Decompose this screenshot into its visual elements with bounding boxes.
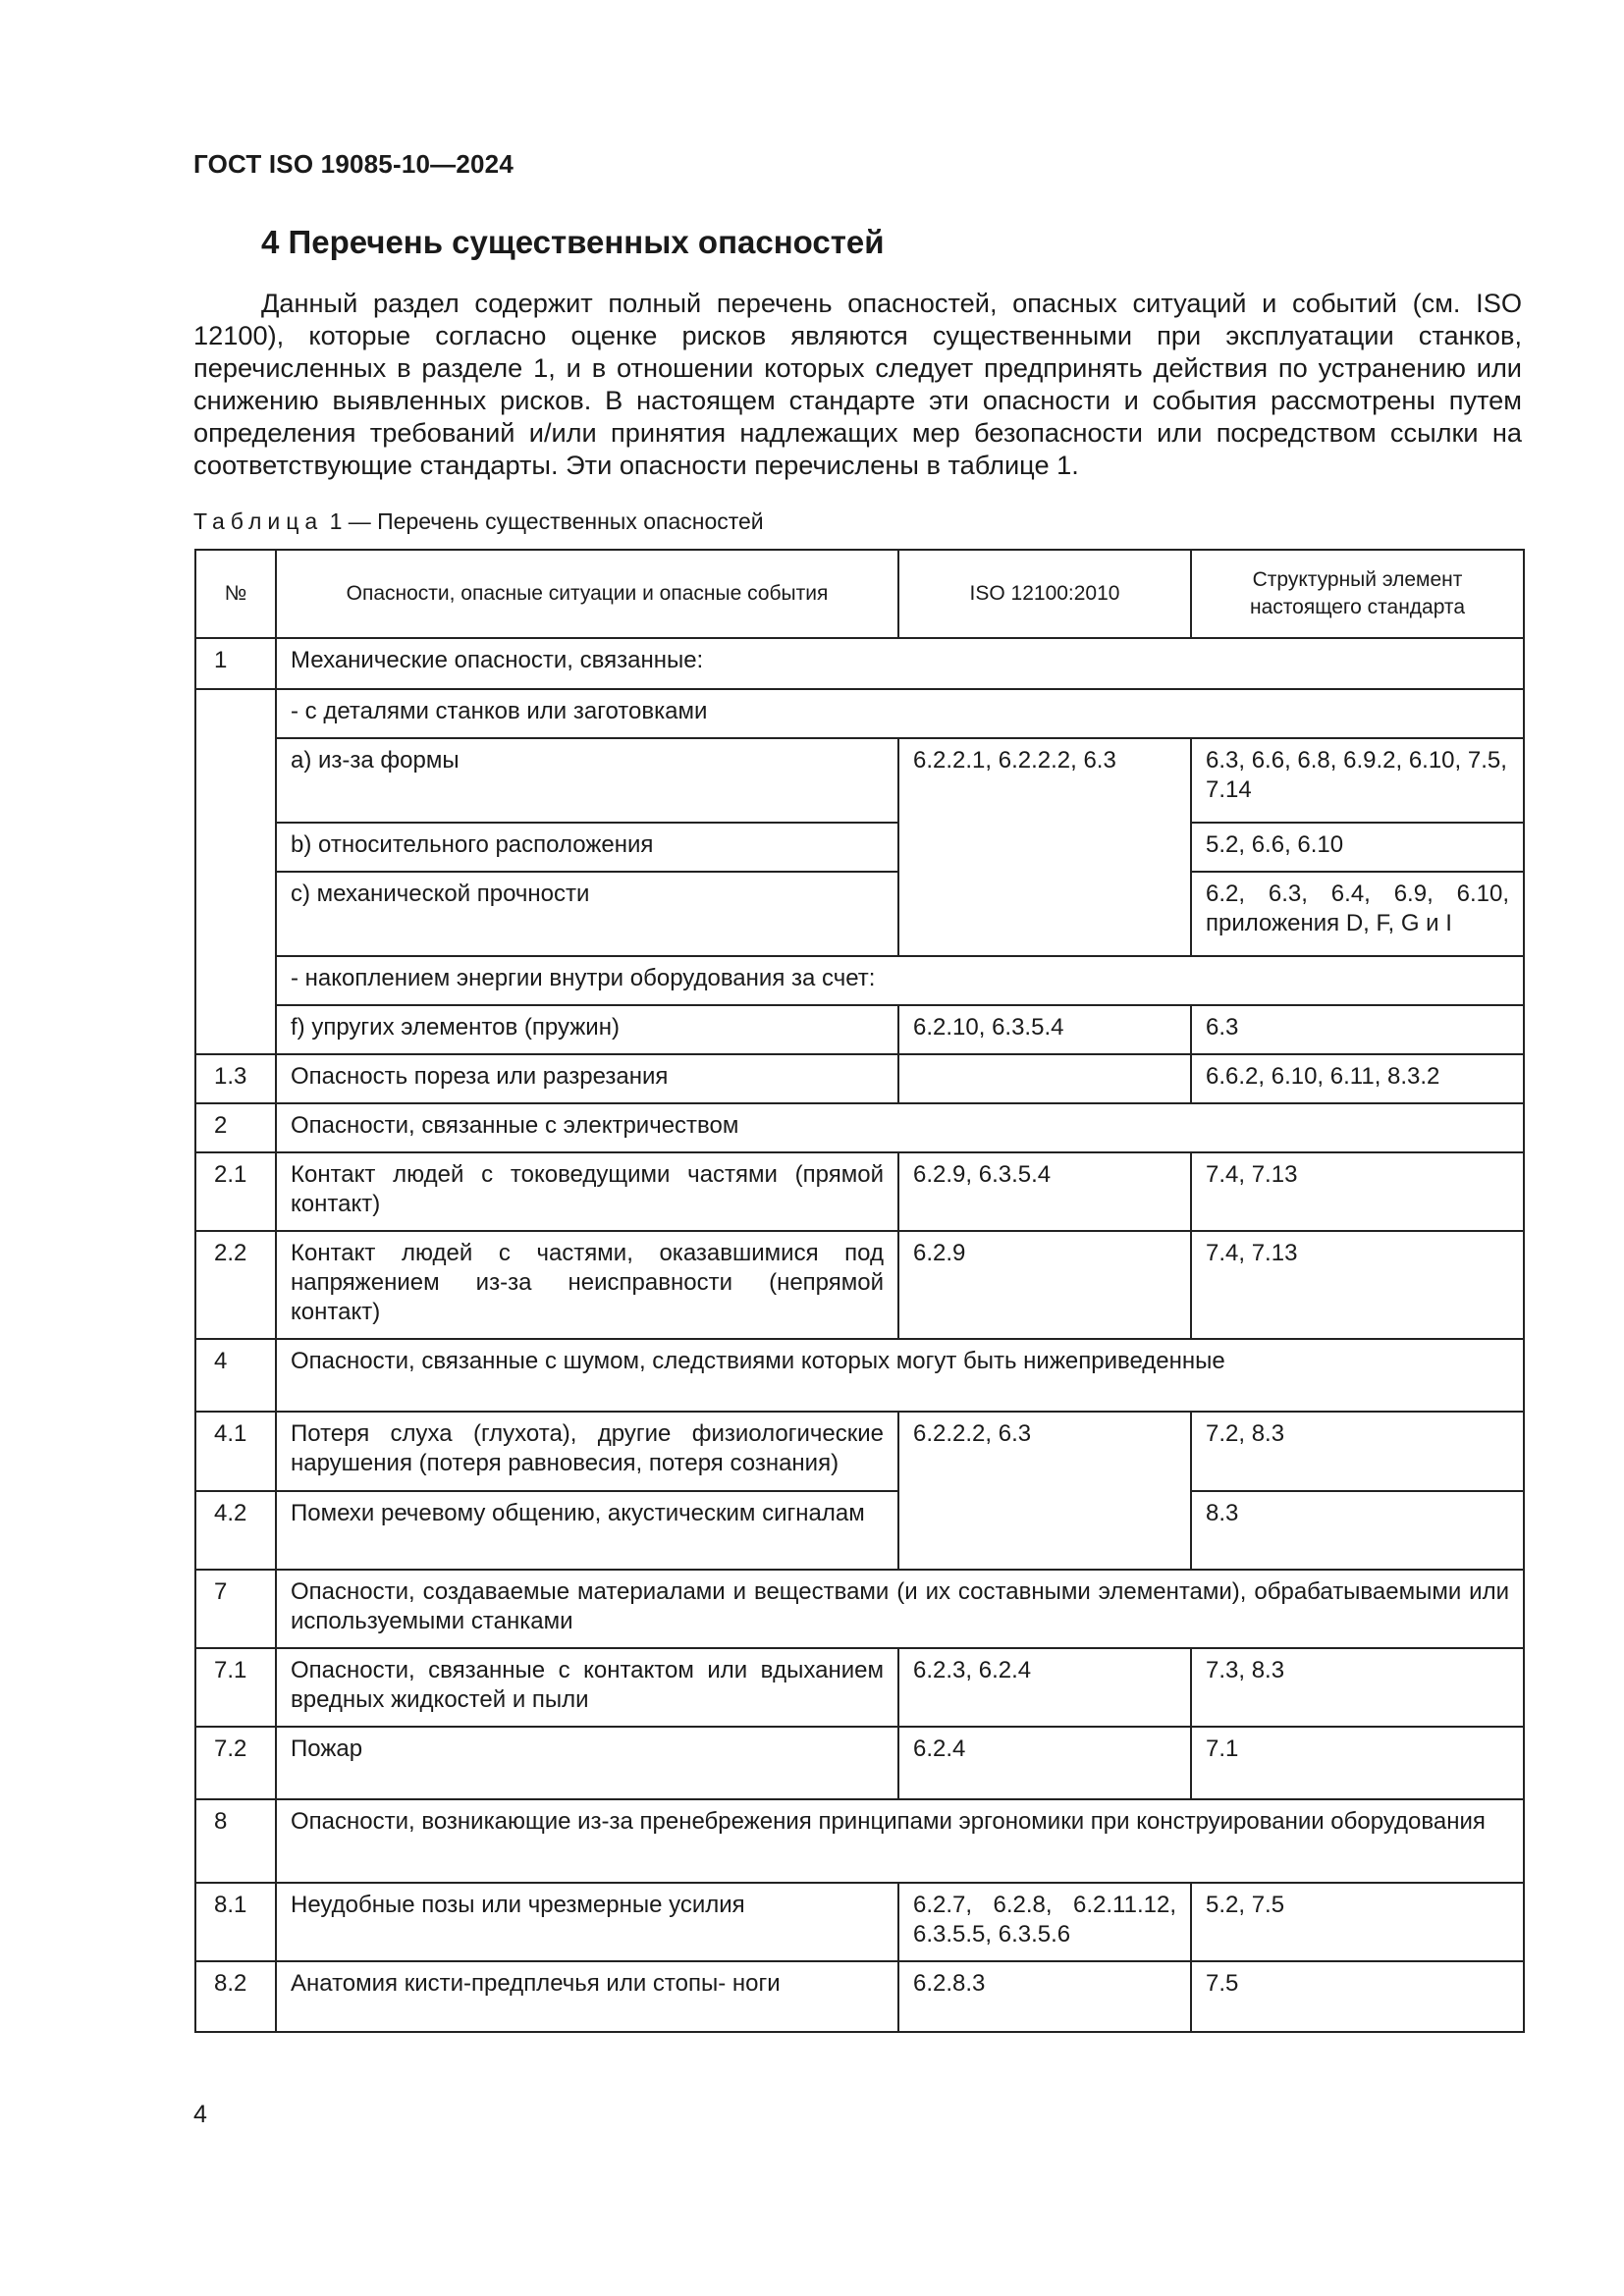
row-num: 2.2 <box>195 1231 276 1339</box>
row-iso: 6.2.4 <box>898 1727 1191 1799</box>
row-clause: 7.2, 8.3 <box>1191 1412 1524 1491</box>
row-hazard: Контакт людей с токоведущими частями (прямой контакт) <box>276 1152 898 1231</box>
row-num: 7 <box>195 1570 276 1648</box>
header-clause: Структурный элемент настоящего стандарта <box>1191 550 1524 638</box>
table-row <box>195 1491 1524 1570</box>
table-row <box>195 738 1524 823</box>
row-num: 2 <box>195 1103 276 1152</box>
header-hazard: Опасности, опасные ситуации и опасные события <box>276 550 898 638</box>
row-iso: 6.2.3, 6.2.4 <box>898 1648 1191 1727</box>
table-row <box>195 1727 1524 1799</box>
table-row <box>195 638 1524 689</box>
row-clause: 8.3 <box>1191 1491 1524 1570</box>
row-iso: 6.2.7, 6.2.8, 6.2.11.12, 6.3.5.5, 6.3.5.6 <box>898 1883 1191 1961</box>
row-hazard: Опасность пореза или разрезания <box>276 1054 898 1103</box>
row-num: 8 <box>195 1799 276 1883</box>
table-row <box>195 1054 1524 1103</box>
row-num: 1 <box>195 638 276 689</box>
header-iso: ISO 12100:2010 <box>898 550 1191 638</box>
page-number: 4 <box>193 2101 207 2128</box>
row-num: 2.1 <box>195 1152 276 1231</box>
row-clause: 6.3 <box>1191 1005 1524 1054</box>
table-row <box>195 1231 1524 1339</box>
row-num: 4 <box>195 1339 276 1412</box>
row-hazard: Опасности, связанные с электричеством <box>276 1103 1524 1152</box>
row-hazard: Пожар <box>276 1727 898 1799</box>
row-num: 8.2 <box>195 1961 276 2032</box>
table-row <box>195 1961 1524 2032</box>
table-header-row <box>195 550 1524 638</box>
row-num: 7.2 <box>195 1727 276 1799</box>
row-hazard: Неудобные позы или чрезмерные усилия <box>276 1883 898 1961</box>
row-hazard: c) механической прочности <box>276 872 898 956</box>
table-row <box>195 1648 1524 1727</box>
row-iso: 6.2.8.3 <box>898 1961 1191 2032</box>
section-title: 4 Перечень существенных опасностей <box>261 224 885 260</box>
table-row <box>195 1799 1524 1883</box>
row-hazard: Помехи речевому общению, акустическим сигналам <box>276 1491 898 1570</box>
row-hazard: Опасности, возникающие из-за пренебрежения принципами эргономики при конструировании оборудования <box>276 1799 1524 1883</box>
row-hazard: a) из-за формы <box>276 738 898 823</box>
table-row <box>195 1103 1524 1152</box>
table-row <box>195 1152 1524 1231</box>
row-clause: 7.4, 7.13 <box>1191 1231 1524 1339</box>
row-hazard: - накоплением энергии внутри оборудования за счет: <box>276 956 1524 1005</box>
table-row <box>195 823 1524 872</box>
section-intro: Данный раздел содержит полный перечень опасностей, опасных ситуаций и событий (см. ISO 12100), которые согласно оценке рисков являются существенными при эксплуатации станков, перечисленных в разделе 1, и в отношении которых следует предпринять действия по устранению или снижению выявленных рисков. В настоящем стандарте эти опасности и события рассмотрены путем определения требований и/или принятия надлежащих мер безопасности или посредством ссылки на соответствующие стандарты. Эти опасности перечислены в таблице 1. <box>193 288 1522 480</box>
row-clause: 7.3, 8.3 <box>1191 1648 1524 1727</box>
document-header: ГОСТ ISO 19085-10—2024 <box>193 149 514 179</box>
table-row <box>195 1339 1524 1412</box>
row-num: 4.1 <box>195 1412 276 1491</box>
row-clause: 6.2, 6.3, 6.4, 6.9, 6.10, приложения D, F, G и I <box>1191 872 1524 956</box>
row-clause: 7.5 <box>1191 1961 1524 2032</box>
row-num: 1.3 <box>195 1054 276 1103</box>
table-row <box>195 872 1524 956</box>
row-num-empty <box>195 689 276 1054</box>
header-num: № <box>195 550 276 638</box>
row-clause: 6.6.2, 6.10, 6.11, 8.3.2 <box>1191 1054 1524 1103</box>
table-row <box>195 1570 1524 1648</box>
row-hazard: - с деталями станков или заготовками <box>276 689 1524 738</box>
row-hazard: Опасности, связанные с шумом, следствиями которых могут быть нижеприведенные <box>276 1339 1524 1412</box>
row-hazard: Опасности, создаваемые материалами и веществами (и их составными элементами), обрабатываемыми или используемыми станками <box>276 1570 1524 1648</box>
row-iso: 6.2.10, 6.3.5.4 <box>898 1005 1191 1054</box>
row-iso: 6.2.9 <box>898 1231 1191 1339</box>
row-iso: 6.2.2.2, 6.3 <box>898 1412 1191 1570</box>
table-caption-label: Таблица <box>193 508 324 534</box>
row-hazard: Опасности, связанные с контактом или вдыханием вредных жидкостей и пыли <box>276 1648 898 1727</box>
row-hazard: Контакт людей с частями, оказавшимися под напряжением из-за неисправности (непрямой контакт) <box>276 1231 898 1339</box>
row-iso <box>898 1054 1191 1103</box>
row-iso: 6.2.9, 6.3.5.4 <box>898 1152 1191 1231</box>
row-clause: 6.3, 6.6, 6.8, 6.9.2, 6.10, 7.5, 7.14 <box>1191 738 1524 823</box>
row-num: 7.1 <box>195 1648 276 1727</box>
row-clause: 5.2, 7.5 <box>1191 1883 1524 1961</box>
row-num: 8.1 <box>195 1883 276 1961</box>
table-row <box>195 689 1524 738</box>
row-hazard: Механические опасности, связанные: <box>276 638 1524 689</box>
table-caption <box>193 508 764 535</box>
table-row <box>195 1412 1524 1491</box>
hazards-table <box>194 549 1525 2033</box>
row-hazard: f) упругих элементов (пружин) <box>276 1005 898 1054</box>
row-hazard: Потеря слуха (глухота), другие физиологические нарушения (потеря равновесия, потеря сознания) <box>276 1412 898 1491</box>
row-iso: 6.2.2.1, 6.2.2.2, 6.3 <box>898 738 1191 956</box>
row-hazard: Анатомия кисти-предплечья или стопы- ноги <box>276 1961 898 2032</box>
table-row <box>195 1005 1524 1054</box>
row-hazard: b) относительного расположения <box>276 823 898 872</box>
row-clause: 5.2, 6.6, 6.10 <box>1191 823 1524 872</box>
row-clause: 7.1 <box>1191 1727 1524 1799</box>
table-caption-text: 1 — Перечень существенных опасностей <box>323 508 764 534</box>
row-num: 4.2 <box>195 1491 276 1570</box>
table-row <box>195 956 1524 1005</box>
row-clause: 7.4, 7.13 <box>1191 1152 1524 1231</box>
table-row <box>195 1883 1524 1961</box>
